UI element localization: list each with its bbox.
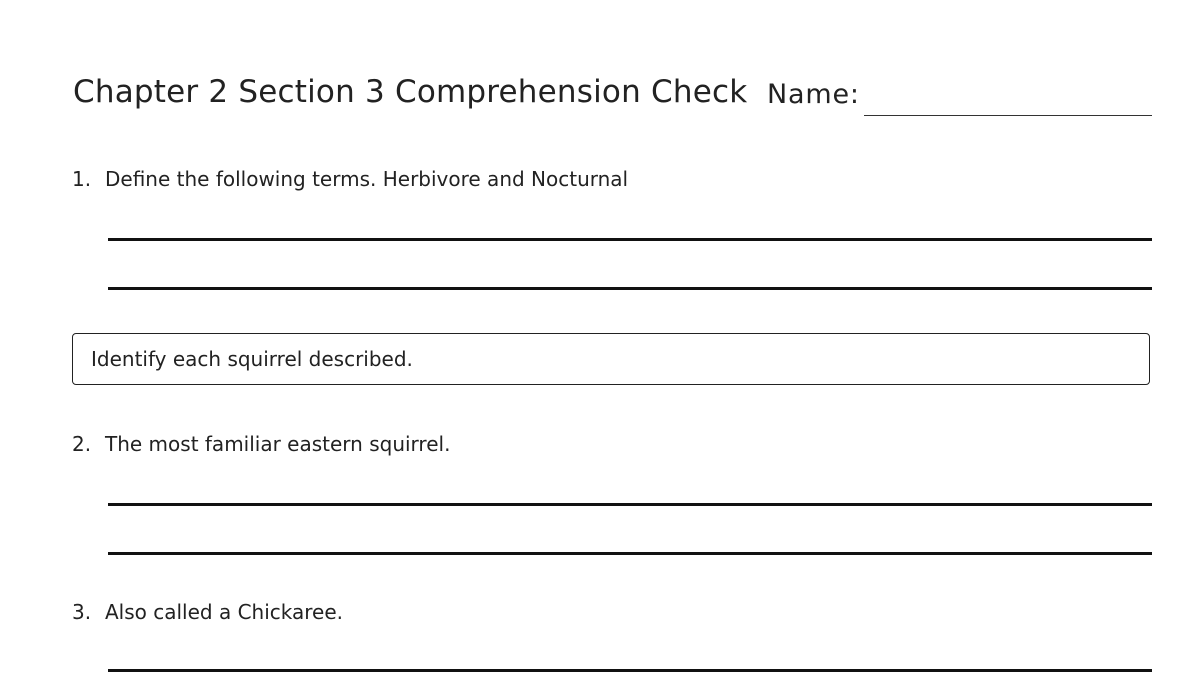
name-label: Name:	[767, 79, 860, 110]
name-answer-line[interactable]	[864, 115, 1152, 116]
question-1-number: 1.	[72, 167, 92, 191]
question-2-answer-line-1[interactable]	[108, 503, 1152, 506]
instruction-box	[72, 333, 1150, 385]
question-2-text: The most familiar eastern squirrel.	[105, 432, 451, 456]
question-1-answer-line-1[interactable]	[108, 238, 1152, 241]
worksheet-title: Chapter 2 Section 3 Comprehension Check	[73, 74, 748, 110]
question-2-answer-line-2[interactable]	[108, 552, 1152, 555]
question-3-text: Also called a Chickaree.	[105, 600, 344, 624]
question-1-answer-line-2[interactable]	[108, 287, 1152, 290]
question-3-answer-line-1[interactable]	[108, 669, 1152, 672]
instruction-text: Identify each squirrel described.	[91, 347, 413, 371]
question-3-number: 3.	[72, 600, 92, 624]
question-2-number: 2.	[72, 432, 92, 456]
question-1-text: Define the following terms. Herbivore and Nocturnal	[105, 167, 629, 191]
